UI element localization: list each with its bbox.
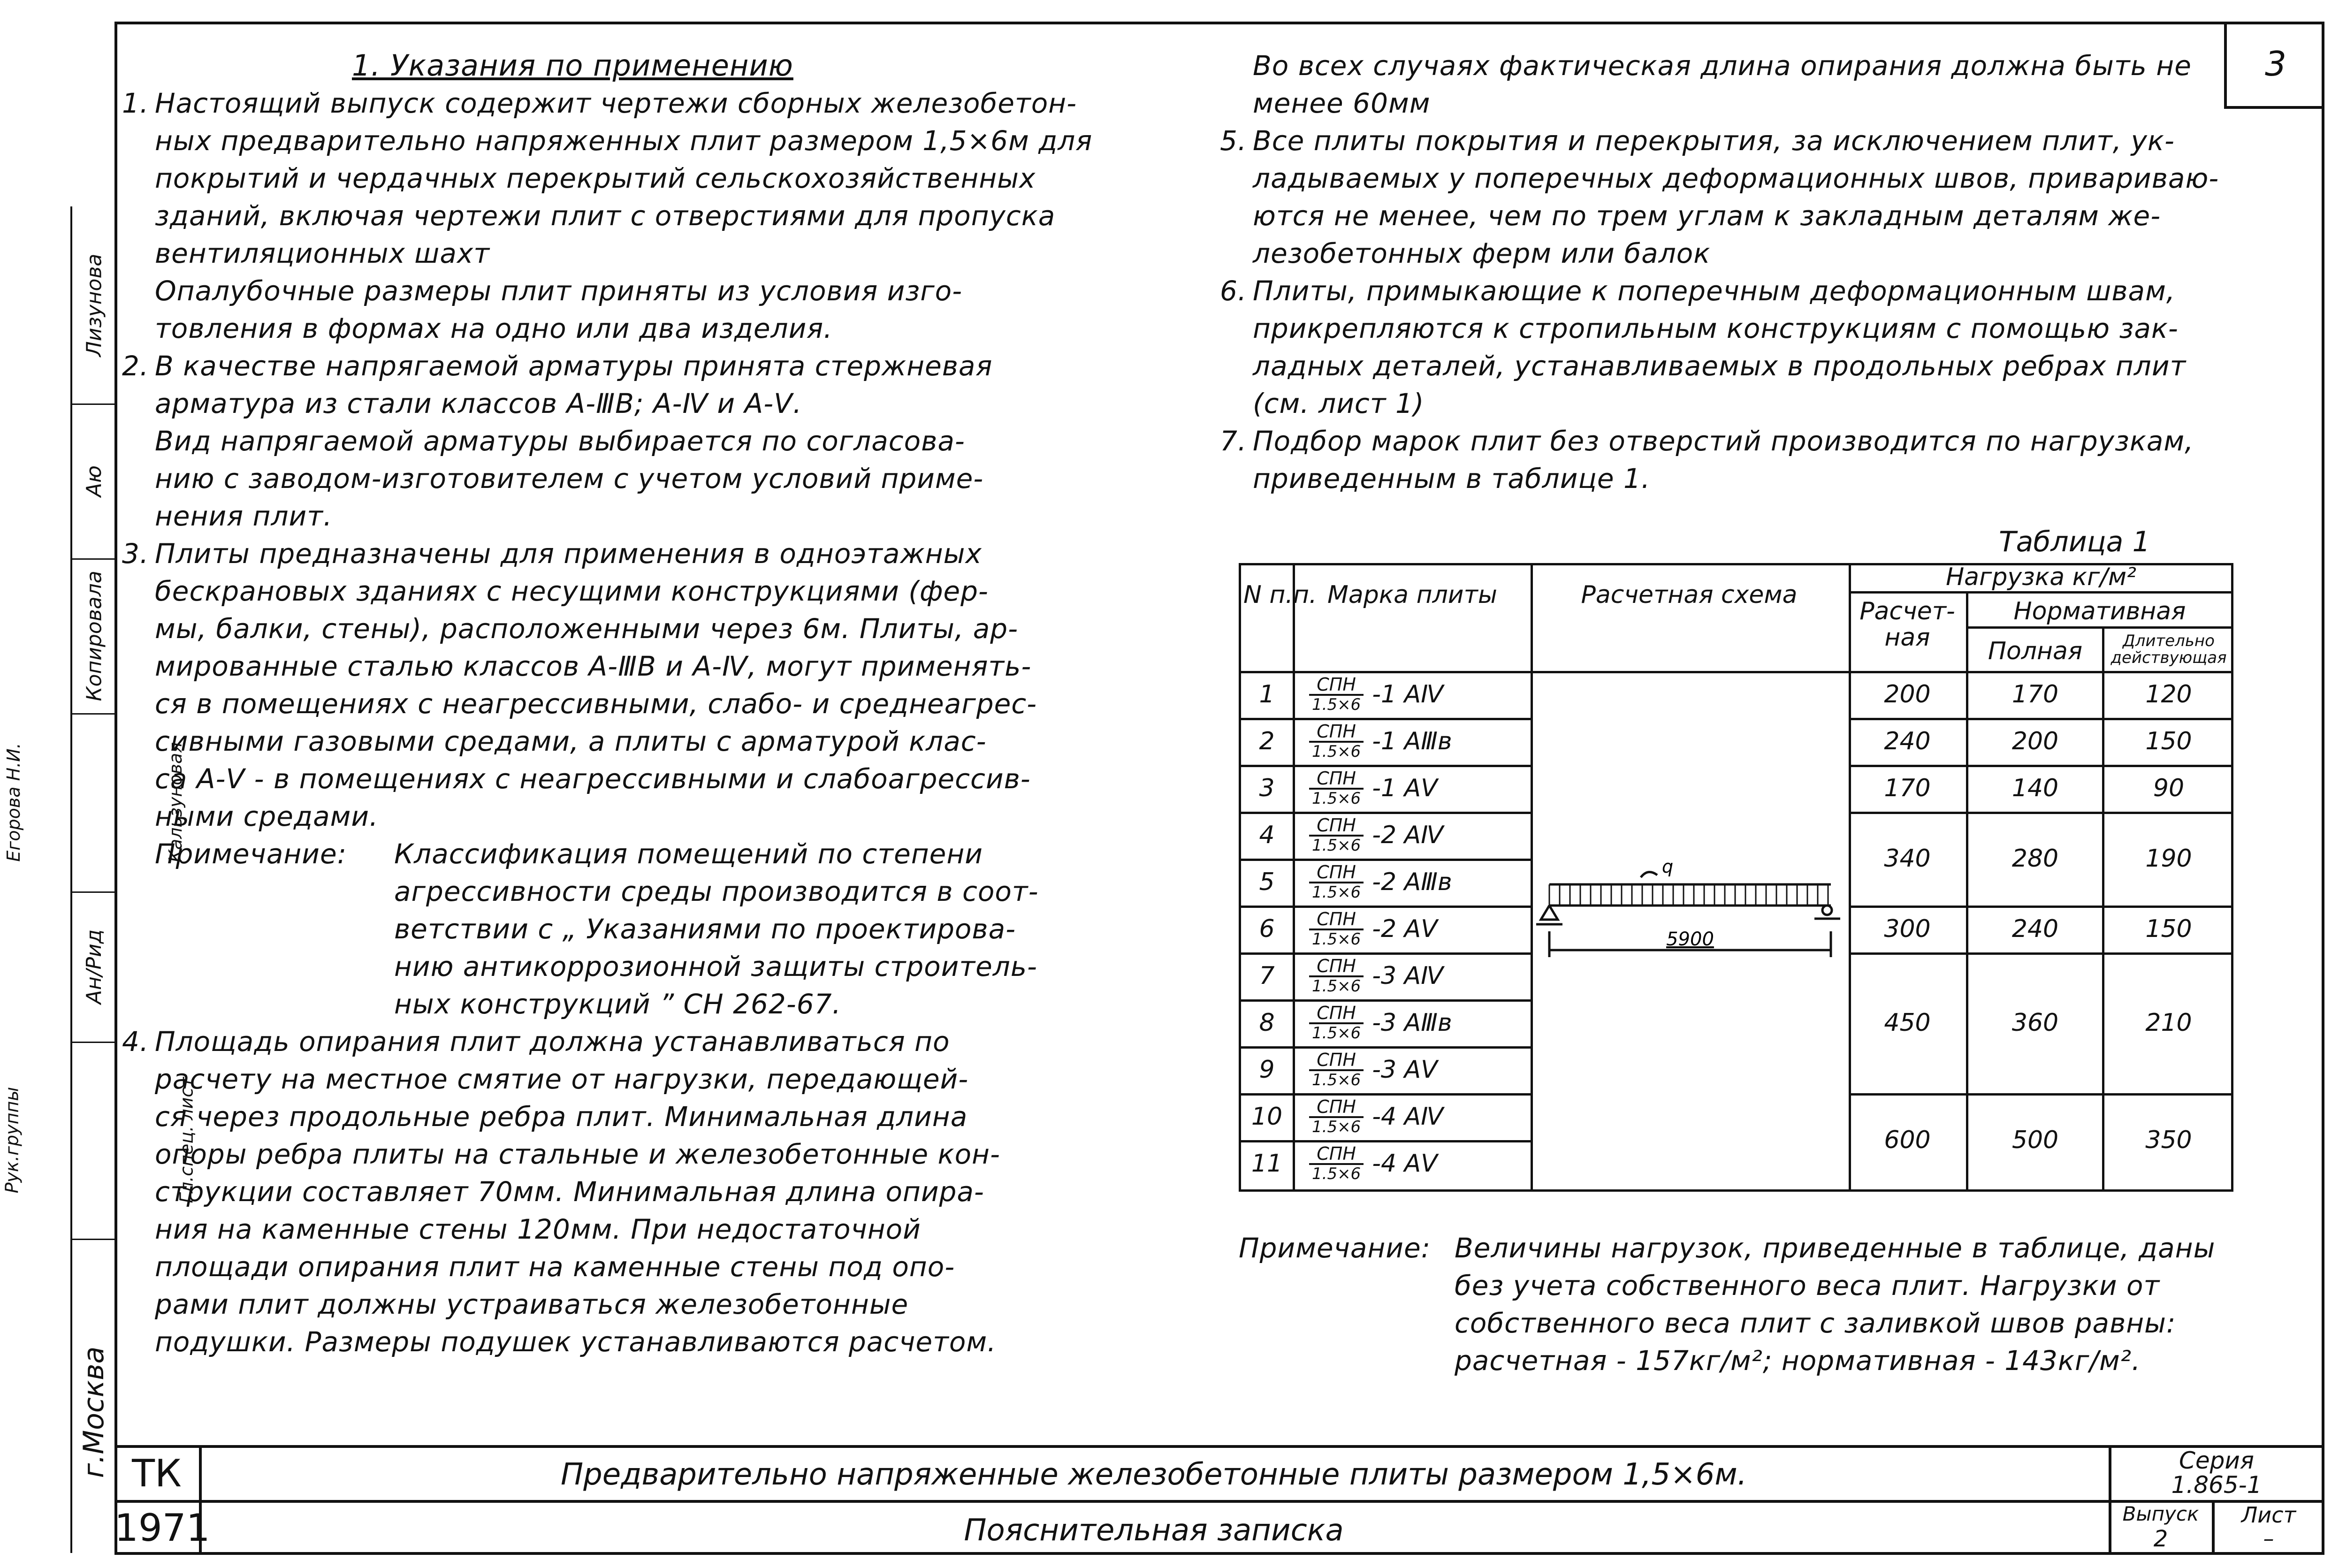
row-subline	[1239, 859, 1531, 861]
load-long-value: 210	[2145, 1009, 2192, 1037]
paragraph-number: 7.	[1220, 425, 1247, 457]
text-line: подушки. Размеры подушек устанавливаются расчетом.	[155, 1326, 997, 1358]
paragraph	[1253, 47, 2238, 122]
paragraph	[1220, 272, 2238, 422]
text-line: прикрепляются к стропильным конструкциям с помощью зак-	[1253, 312, 2179, 344]
load-long-value: 150	[2145, 915, 2192, 943]
mark-numerator: СПН	[1317, 1003, 1356, 1023]
mark-numerator: СПН	[1317, 1096, 1356, 1117]
right-column	[1220, 47, 2238, 497]
mark-suffix: -3 АⅣ	[1372, 962, 1444, 990]
stamp-sign2-text: Ан/Рид	[82, 929, 107, 1004]
paragraph	[122, 1023, 1196, 1361]
mark-fraction	[1309, 816, 1364, 854]
mark-fraction	[1309, 1097, 1364, 1136]
mark-numerator: СПН	[1317, 862, 1356, 883]
paragraph	[122, 535, 1196, 835]
table-vline	[1849, 563, 1851, 1192]
mark-fraction	[1309, 957, 1364, 995]
stamp-checked	[3, 713, 186, 893]
table-hline	[1966, 626, 2233, 629]
right-note	[1239, 1229, 2271, 1417]
table-vline	[1966, 591, 1968, 1192]
text-line: опоры ребра плиты на стальные и железобетонные кон-	[155, 1138, 1000, 1170]
text-line: са А-Ⅴ - в помещениях с неагрессивными и слабоагрессив-	[155, 763, 1031, 795]
stamp-checked1-text: Кальзуновая	[165, 742, 186, 863]
row-subline	[1239, 1046, 1531, 1049]
mark-fraction	[1309, 863, 1364, 901]
paragraph	[1220, 122, 2238, 272]
tb-title: Предварительно напряженные железобетонные плиты размером 1,5×6м.	[560, 1457, 1747, 1492]
load-design-value: 170	[1884, 774, 1931, 802]
text-line: площади опирания плит на каменные стены под опо-	[155, 1251, 955, 1283]
note-line: расчетная - 157кг/м²; нормативная - 143кг/м².	[1455, 1345, 2141, 1377]
text-line: ся через продольные ребра плит. Минимальная длина	[155, 1101, 968, 1133]
row-number: 10	[1251, 1103, 1283, 1131]
city-label	[70, 1342, 117, 1483]
paragraph-number: 3.	[122, 538, 149, 570]
note-line: без учета собственного веса плит. Нагрузки от	[1455, 1270, 2160, 1302]
stamp-author-text: Лизунова	[82, 253, 107, 357]
paragraph	[122, 84, 1196, 272]
paragraph-number: 1.	[122, 87, 149, 119]
stamp-checked2-text: Егорова Н.И.	[3, 743, 24, 862]
mark-suffix: -2 АⅣ	[1372, 821, 1444, 849]
mark-numerator: СПН	[1317, 768, 1356, 789]
mark-fraction	[1309, 722, 1364, 761]
text-line: бескрановых зданиях с несущими конструкциями (фер-	[155, 575, 989, 607]
stamp-sign1	[72, 403, 116, 560]
right-note-label: Примечание:	[1239, 1232, 1431, 1264]
row-line	[1849, 1093, 2233, 1096]
text-line: ладных деталей, устанавливаемых в продольных ребрах плит	[1253, 350, 2187, 382]
row-number: 4	[1259, 821, 1275, 849]
load-full-value: 140	[2011, 774, 2059, 802]
tb-org: ТК	[132, 1452, 182, 1495]
text-line: Все плиты покрытия и перекрытия, за исключением плит, ук-	[1253, 125, 2175, 157]
mark-fraction	[1309, 769, 1364, 807]
note-line: собственного веса плит с заливкой швов равны:	[1455, 1307, 2176, 1339]
mark-numerator: СПН	[1317, 815, 1356, 836]
stamp-head	[1, 1042, 197, 1240]
text-line: сивными газовыми средами, а плиты с арматурой клас-	[155, 725, 987, 757]
text-line: Опалубочные размеры плит приняты из условия изго-	[155, 275, 963, 307]
stamp-copied-text: Копировала	[82, 570, 107, 701]
tb-sheet-value: –	[2263, 1526, 2274, 1551]
plate-mark	[1309, 722, 1452, 761]
right-paragraphs	[1220, 47, 2238, 497]
note-line: ветствии с „ Указаниями по проектирова-	[394, 913, 1016, 945]
load-design-value: 240	[1884, 727, 1931, 755]
load-long-value: 350	[2145, 1126, 2192, 1154]
sheet-number-box	[2224, 22, 2324, 109]
table-vline	[1293, 563, 1295, 1192]
text-line: расчету на местное смятие от нагрузки, передающей-	[155, 1063, 969, 1095]
text-line: ных предварительно напряженных плит размером 1,5×6м для	[155, 125, 1093, 157]
text-line: (см. лист 1)	[1253, 388, 1425, 419]
mark-denominator: 1.5×6	[1309, 882, 1364, 901]
paragraph	[155, 422, 1196, 535]
text-line: покрытий и чердачных перекрытий сельскохозяйственных	[155, 162, 1036, 194]
plate-mark	[1309, 1144, 1438, 1183]
row-line	[1849, 952, 2233, 955]
left-support	[1541, 906, 1558, 920]
tb-mid-line	[114, 1500, 2324, 1503]
paragraph	[122, 347, 1196, 422]
load-hatch	[1549, 884, 1828, 906]
plate-mark	[1309, 909, 1438, 949]
scheme-load-label: q	[1662, 856, 1674, 877]
text-line: лезобетонных ферм или балок	[1253, 237, 1711, 269]
plate-mark	[1309, 1050, 1438, 1089]
tb-sheet-label: Лист	[2241, 1502, 2296, 1528]
row-line	[1239, 812, 1531, 814]
left-column	[122, 47, 1196, 1361]
stamp-copied	[72, 558, 116, 715]
row-number: 3	[1259, 774, 1275, 802]
mark-denominator: 1.5×6	[1309, 788, 1364, 807]
mark-suffix: -4 АⅣ	[1372, 1103, 1444, 1131]
header-longterm: Длительно действующая	[2110, 632, 2227, 667]
tb-year: 1971	[114, 1506, 210, 1550]
load-design-value: 600	[1884, 1126, 1931, 1154]
scheme-span: 5900	[1666, 929, 1714, 950]
stamp-author	[72, 206, 116, 405]
header-scheme: Расчетная схема	[1581, 581, 1798, 609]
paragraph	[1220, 422, 2238, 497]
left-note-lines	[394, 835, 1039, 1023]
row-line	[1849, 765, 2233, 767]
text-line: нения плит.	[155, 500, 333, 532]
load-arrow	[1641, 872, 1657, 877]
tb-subtitle: Пояснительная записка	[964, 1513, 1344, 1548]
text-line: Настоящий выпуск содержит чертежи сборных железобетон-	[155, 87, 1077, 119]
row-line	[1239, 906, 1531, 908]
tb-issue-value: 2	[2153, 1526, 2168, 1552]
left-paragraph-4	[122, 1023, 1196, 1361]
load-long-value: 90	[2153, 774, 2185, 802]
text-line: ния на каменные стены 120мм. При недостаточной	[155, 1213, 921, 1245]
mark-denominator: 1.5×6	[1309, 741, 1364, 761]
tb-issue-label: Выпуск	[2122, 1502, 2199, 1525]
text-line: Плиты, примыкающие к поперечным деформационным швам,	[1253, 275, 2176, 307]
row-number: 1	[1259, 680, 1275, 708]
row-subline	[1239, 999, 1531, 1002]
paragraph-number: 2.	[122, 350, 149, 382]
mark-numerator: СПН	[1317, 956, 1356, 976]
row-number: 9	[1259, 1056, 1275, 1084]
text-line: Во всех случаях фактическая длина опирания должна быть не	[1253, 50, 2192, 82]
header-mark: Марка плиты	[1327, 581, 1497, 609]
text-line: товления в формах на одно или два изделия.	[155, 312, 833, 344]
mark-numerator: СПН	[1317, 1050, 1356, 1070]
right-note-lines	[1455, 1229, 2215, 1379]
paragraph-number: 4.	[122, 1026, 149, 1058]
header-full: Полная	[1988, 637, 2083, 665]
mark-suffix: -4 АⅤ	[1372, 1149, 1438, 1178]
row-subline	[1239, 1140, 1531, 1142]
plate-mark	[1309, 675, 1443, 714]
row-line	[1239, 765, 1531, 767]
note-line: Классификация помещений по степени	[394, 838, 983, 870]
text-line: ются не менее, чем по трем углам к закладным деталям же-	[1253, 200, 2161, 232]
text-line: Подбор марок плит без отверстий производится по нагрузкам,	[1253, 425, 2194, 457]
beam-scheme	[1531, 671, 1849, 1192]
mark-suffix: -1 АⅤ	[1372, 774, 1438, 802]
row-line	[1849, 812, 2233, 814]
text-line: мированные сталью классов А-ⅢВ и А-Ⅳ, могут применять-	[155, 650, 1032, 682]
text-line: нию с заводом-изготовителем с учетом условий приме-	[155, 463, 984, 495]
mark-fraction	[1309, 1004, 1364, 1042]
text-line: рами плит должны устраиваться железобетонные	[155, 1288, 909, 1320]
row-line	[1239, 718, 1531, 720]
mark-numerator: СПН	[1317, 721, 1356, 742]
text-line: зданий, включая чертежи плит с отверстиями для пропуска	[155, 200, 1056, 232]
load-full-value: 280	[2011, 845, 2059, 873]
mark-numerator: СПН	[1317, 909, 1356, 929]
load-full-value: 500	[2011, 1126, 2059, 1154]
note-line: агрессивности среды производится в соот-	[394, 875, 1039, 907]
note-line: Величины нагрузок, приведенные в таблице, даны	[1455, 1232, 2216, 1264]
load-design-value: 450	[1884, 1009, 1931, 1037]
load-full-value: 360	[2011, 1009, 2059, 1037]
text-line: арматура из стали классов А-ⅢВ; А-Ⅳ и А-Ⅴ.	[155, 388, 802, 419]
row-line	[1239, 952, 1531, 955]
load-full-value: 240	[2011, 915, 2059, 943]
mark-denominator: 1.5×6	[1309, 694, 1364, 714]
paragraph-number: 5.	[1220, 125, 1247, 157]
mark-numerator: СПН	[1317, 1143, 1356, 1164]
table-title: Таблица 1	[1999, 525, 2150, 558]
text-line: вентиляционных шахт	[155, 237, 490, 269]
mark-denominator: 1.5×6	[1309, 929, 1364, 948]
tb-series-value: 1.865-1	[2171, 1471, 2262, 1499]
mark-suffix: -1 АⅣ	[1372, 680, 1444, 708]
row-number: 6	[1259, 915, 1275, 943]
sheet-number: 3	[2265, 44, 2286, 84]
left-paragraphs	[122, 84, 1196, 835]
load-design-value: 340	[1884, 845, 1931, 873]
row-number: 5	[1259, 868, 1275, 896]
mark-denominator: 1.5×6	[1309, 1163, 1364, 1183]
row-line	[1849, 906, 2233, 908]
stamp-sign2	[72, 891, 116, 1043]
loads-table	[1239, 563, 2233, 1192]
tb-top-line	[114, 1445, 2324, 1448]
note-line: нию антикоррозионной защиты строитель-	[394, 951, 1037, 982]
table-hline	[1849, 591, 2233, 594]
row-number: 2	[1259, 727, 1275, 755]
mark-suffix: -2 АⅤ	[1372, 915, 1438, 943]
row-number: 11	[1251, 1149, 1283, 1178]
stamp-sign1-text: Аю	[82, 465, 107, 497]
mark-numerator: СПН	[1317, 674, 1356, 695]
load-design-value: 300	[1884, 915, 1931, 943]
header-load: Нагрузка кг/м²	[1946, 563, 2136, 591]
text-line: Вид напрягаемой арматуры выбирается по согласова-	[155, 425, 965, 457]
load-long-value: 150	[2145, 727, 2192, 755]
text-line: В качестве напрягаемой арматуры принята стержневая	[155, 350, 993, 382]
note-line: ных конструкций ” СН 262-67.	[394, 988, 841, 1020]
text-line: ладываемых у поперечных деформационных швов, привариваю-	[1253, 162, 2219, 194]
paragraph	[155, 272, 1196, 347]
text-line: Плиты предназначены для применения в одноэтажных	[155, 538, 982, 570]
plate-mark	[1309, 862, 1452, 902]
left-note	[155, 835, 1196, 1023]
text-line: Площадь опирания плит должна устанавливаться по	[155, 1026, 950, 1058]
load-design-value: 200	[1884, 680, 1931, 708]
title-block	[114, 1445, 2324, 1555]
row-number: 7	[1259, 962, 1275, 990]
load-full-value: 170	[2011, 680, 2059, 708]
mark-denominator: 1.5×6	[1309, 835, 1364, 854]
section-heading: 1. Указания по применению	[352, 48, 793, 83]
mark-denominator: 1.5×6	[1309, 1022, 1364, 1042]
header-design: Расчет-ная	[1859, 597, 1955, 652]
load-long-value: 190	[2145, 845, 2192, 873]
text-line: струкции составляет 70мм. Минимальная длина опира-	[155, 1176, 984, 1208]
stamp-head2-text: Рук.группы	[1, 1087, 23, 1194]
mark-suffix: -3 АⅢв	[1372, 1009, 1452, 1037]
mark-suffix: -1 АⅢв	[1372, 727, 1452, 755]
text-line: приведенным в таблице 1.	[1253, 463, 1651, 495]
plate-mark	[1309, 769, 1438, 808]
text-line: менее 60мм	[1253, 87, 1431, 119]
mark-denominator: 1.5×6	[1309, 1069, 1364, 1089]
mark-fraction	[1309, 910, 1364, 948]
mark-fraction	[1309, 1050, 1364, 1089]
paragraph-number: 6.	[1220, 275, 1247, 307]
row-line	[1239, 1093, 1531, 1096]
load-long-value: 120	[2145, 680, 2192, 708]
tb-series-label: Серия	[2179, 1447, 2254, 1474]
header-normative: Нормативная	[2013, 597, 2186, 625]
mark-denominator: 1.5×6	[1309, 1116, 1364, 1136]
plate-mark	[1309, 1003, 1452, 1043]
header-num: N п.п.	[1243, 581, 1317, 609]
city-text: г.Москва	[77, 1346, 110, 1478]
plate-mark	[1309, 956, 1443, 996]
load-full-value: 200	[2011, 727, 2059, 755]
text-line: ными средами.	[155, 800, 379, 832]
table-vline	[2102, 626, 2104, 1192]
plate-mark	[1309, 1097, 1443, 1136]
plate-mark	[1309, 815, 1443, 855]
mark-fraction	[1309, 1144, 1364, 1183]
stamp-head1-text: Гл.спец. лист	[176, 1077, 197, 1203]
mark-denominator: 1.5×6	[1309, 975, 1364, 995]
left-note-label: Примечание:	[155, 838, 347, 870]
right-support	[1822, 906, 1832, 915]
text-line: мы, балки, стены), расположенными через 6м. Плиты, ар-	[155, 613, 1019, 645]
mark-suffix: -3 АⅤ	[1372, 1056, 1438, 1084]
mark-fraction	[1309, 675, 1364, 714]
row-number: 8	[1259, 1009, 1275, 1037]
text-line: ся в помещениях с неагрессивными, слабо- и среднеагрес-	[155, 688, 1037, 720]
row-line	[1849, 718, 2233, 720]
mark-suffix: -2 АⅢв	[1372, 868, 1452, 896]
